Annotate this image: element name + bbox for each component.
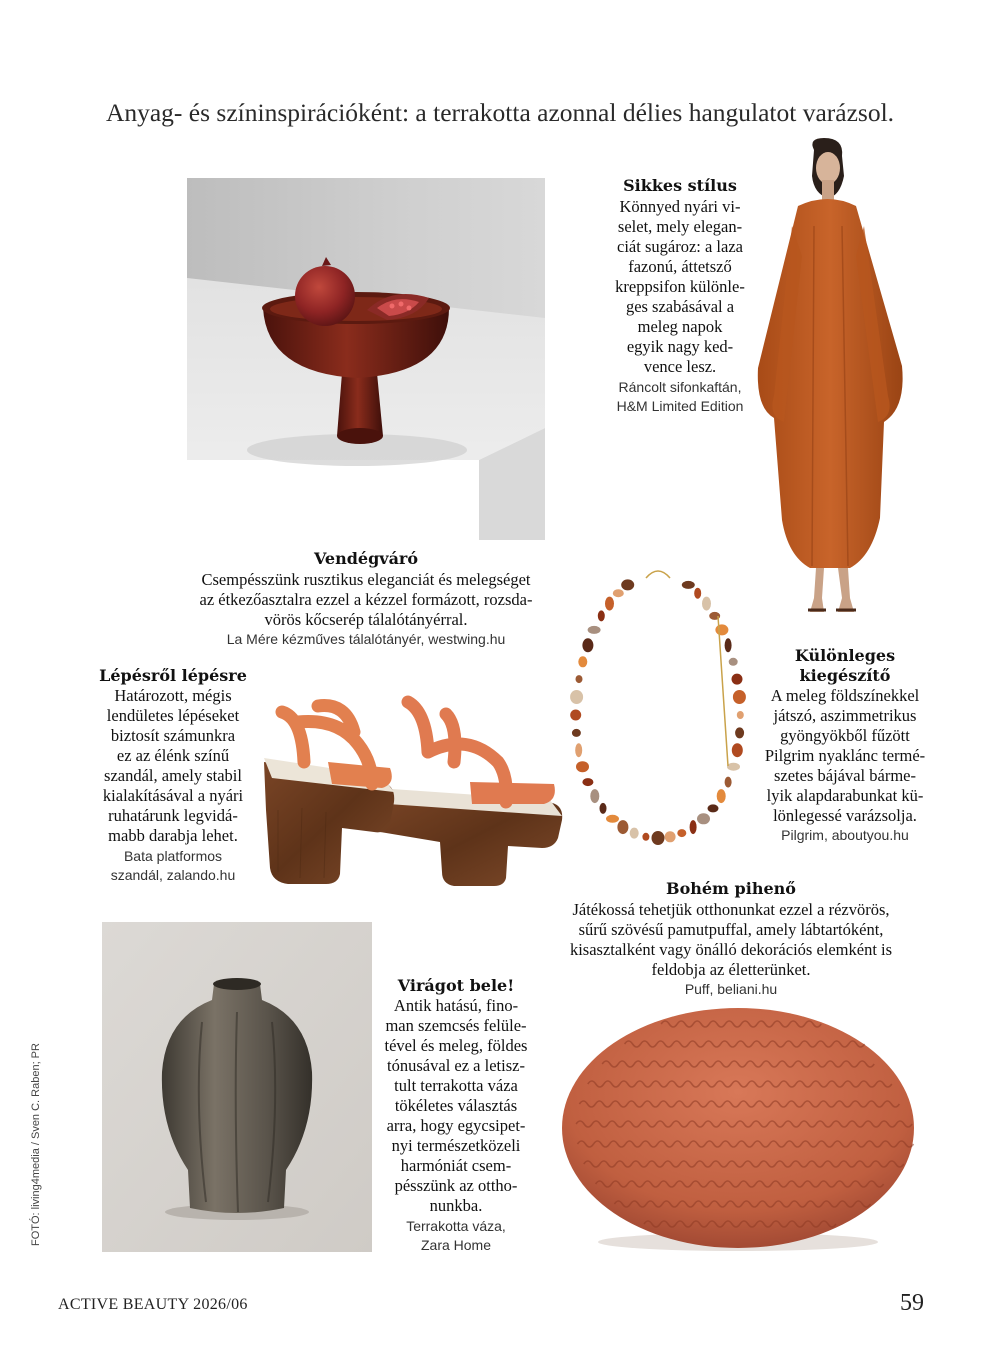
- vase-credit: Terrakotta váza,: [406, 1218, 506, 1234]
- necklace-body-line: lönlegessé varázsolja.: [773, 806, 917, 825]
- vase-photo: [102, 922, 372, 1252]
- kaftan-title: Sikkes stílus: [623, 176, 737, 195]
- sandal-text: [90, 666, 256, 885]
- platter-text: [166, 549, 566, 649]
- vase-body-line: tónusával ez a letisz-: [387, 1056, 525, 1075]
- necklace-bead: [697, 813, 710, 824]
- necklace-bead: [582, 778, 593, 786]
- necklace-bead: [694, 588, 701, 599]
- vase-body-line: nunkba.: [429, 1196, 483, 1215]
- kaftan-body-line: fazonú, áttetsző: [628, 257, 732, 276]
- vase-body-line: harmóniát csem-: [400, 1156, 512, 1175]
- platter-body-line: vörös kőcserép tálalótányérral.: [264, 610, 468, 629]
- pouf-body-line: feldobja az életterünket.: [651, 960, 811, 979]
- magazine-issue: ACTIVE BEAUTY 2026/06: [58, 1296, 248, 1313]
- kaftan-body-line: egyik nagy ked-: [626, 337, 734, 356]
- necklace-credit: Pilgrim, aboutyou.hu: [781, 827, 909, 843]
- kaftan-body-line: selet, mely elegan-: [617, 217, 743, 236]
- necklace-bead: [677, 829, 686, 837]
- vase-body-line: tével és meleg, földes: [384, 1036, 528, 1055]
- necklace-bead: [642, 833, 649, 841]
- vase-text: [370, 976, 542, 1255]
- necklace-bead: [737, 711, 744, 719]
- vase-body-line: tult terrakotta váza: [394, 1076, 518, 1095]
- caftan-model-photo: [752, 136, 910, 628]
- necklace-bead: [578, 656, 587, 667]
- necklace-text: [752, 646, 938, 845]
- necklace-bead: [727, 763, 740, 771]
- necklace-body-line: A meleg földszínekkel: [770, 686, 920, 705]
- kaftan-credit: H&M Limited Edition: [616, 398, 744, 414]
- necklace-bead: [613, 589, 624, 597]
- necklace-body-line: szetes bájával bárme-: [773, 766, 916, 785]
- vase-title: Virágot bele!: [397, 976, 515, 995]
- necklace-bead: [621, 579, 634, 590]
- necklace-photo: [558, 556, 758, 848]
- pouf-body-line: kisasztalként vagy önálló dekorációs elemként is: [569, 940, 893, 959]
- necklace-bead: [652, 831, 665, 845]
- pouf-credit: Puff, beliani.hu: [684, 981, 778, 997]
- necklace-body-line: Pilgrim nyaklánc termé-: [764, 746, 926, 765]
- kaftan-text: [598, 176, 762, 416]
- necklace-bead: [575, 743, 582, 757]
- sandal-body-line: szandál, amely stabil: [104, 766, 242, 785]
- kaftan-body-line: Könnyed nyári vi-: [619, 197, 741, 216]
- page-number: 59: [900, 1290, 924, 1316]
- necklace-bead: [733, 690, 746, 704]
- necklace-bead: [702, 597, 711, 611]
- sandal-credit: szandál, zalando.hu: [110, 867, 236, 883]
- vase-body-line: pésszünk az ottho-: [394, 1176, 518, 1195]
- kaftan-body-line: ciát sugároz: a laza: [617, 237, 743, 256]
- necklace-bead: [605, 597, 614, 611]
- pouf-title: Bohém pihenő: [666, 879, 796, 898]
- necklace-bead: [570, 710, 581, 721]
- necklace-title: kiegészítő: [799, 666, 891, 685]
- necklace-body-line: lyik alapdarabunkat kü-: [766, 786, 924, 805]
- necklace-bead: [732, 674, 743, 685]
- necklace-bead: [735, 727, 744, 738]
- vase-body-line: man szemcsés felüle-: [385, 1016, 527, 1035]
- necklace-bead: [725, 638, 732, 652]
- vase-body-line: nyi természetközeli: [391, 1136, 521, 1155]
- necklace-bead: [582, 638, 593, 652]
- necklace-bead: [665, 831, 676, 842]
- platter-body-line: az étkezőasztalra ezzel a kézzel formázott, rozsda-: [199, 590, 533, 609]
- sandal-photo: [258, 692, 568, 888]
- sandal-body-line: biztosít számunkra: [110, 726, 236, 745]
- necklace-bead: [732, 743, 743, 757]
- necklace-bead: [630, 828, 639, 839]
- necklace-bead: [725, 777, 732, 788]
- sandal-body-line: ez az élénk színű: [116, 746, 230, 765]
- necklace-bead: [588, 626, 601, 634]
- necklace-bead: [572, 729, 581, 737]
- kaftan-body-line: meleg napok: [637, 317, 723, 336]
- sandal-body-line: mabb darabja lehet.: [108, 826, 238, 845]
- pouf-photo: [560, 1002, 916, 1252]
- sandal-credit: Bata platformos: [123, 848, 223, 864]
- vase-body-line: arra, hogy egycsipet-: [386, 1116, 526, 1135]
- kaftan-body-line: kreppsifon különle-: [615, 277, 745, 296]
- kaftan-body-line: vence lesz.: [643, 357, 717, 376]
- pouf-body-line: Játékossá tehetjük otthonunkat ezzel a rézvörös,: [572, 900, 890, 919]
- necklace-bead: [576, 675, 583, 683]
- sandal-body-line: Határozott, mégis: [114, 686, 232, 705]
- vase-body-line: Antik hatású, fino-: [393, 996, 519, 1015]
- platter-title: Vendégváró: [313, 549, 419, 568]
- sandal-title: Lépésről lépésre: [99, 666, 247, 685]
- necklace-bead: [576, 761, 589, 772]
- necklace-bead: [606, 815, 619, 823]
- necklace-body-line: gyöngyökből fűzött: [780, 726, 910, 745]
- kaftan-body-line: ges szabásával a: [625, 297, 735, 316]
- sandal-body-line: lendületes lépéseket: [106, 706, 240, 725]
- necklace-bead: [617, 820, 628, 834]
- intro-text: Anyag- és színinspirációként: a terrakotta azonnal délies hangulatot varázsol.: [105, 98, 895, 127]
- necklace-bead: [715, 624, 728, 635]
- platter-credit: La Mére kézműves tálalótányér, westwing.hu: [226, 631, 506, 647]
- platter-photo: [187, 178, 545, 540]
- necklace-bead: [598, 610, 605, 621]
- vase-credit: Zara Home: [420, 1237, 492, 1253]
- necklace-chain: [646, 571, 728, 766]
- photo-credit: FOTÓ: living4media / Sven C. Raben; PR: [30, 1043, 42, 1246]
- sandal-body-line: kialakításával a nyári: [102, 786, 244, 805]
- necklace-bead: [682, 581, 695, 589]
- platter-body-line: Csempésszünk rusztikus eleganciát és melegséget: [201, 570, 531, 589]
- necklace-bead: [717, 789, 726, 803]
- pouf-text: [546, 879, 916, 999]
- necklace-title: Különleges: [794, 646, 896, 665]
- necklace-body-line: játszó, aszimmetrikus: [773, 706, 917, 725]
- kaftan-credit: Ráncolt sifonkaftán,: [618, 379, 742, 395]
- necklace-bead: [590, 789, 599, 803]
- sandal-body-line: ruhatárunk legvidá-: [108, 806, 238, 825]
- pouf-body-line: sűrű szövésű pamutpuffal, amely lábtartóként,: [578, 920, 884, 939]
- necklace-bead: [690, 820, 697, 834]
- necklace-bead: [729, 658, 738, 666]
- necklace-bead: [570, 690, 583, 704]
- necklace-bead: [708, 804, 719, 812]
- necklace-bead: [600, 803, 607, 814]
- vase-body-line: tökéletes választás: [394, 1096, 518, 1115]
